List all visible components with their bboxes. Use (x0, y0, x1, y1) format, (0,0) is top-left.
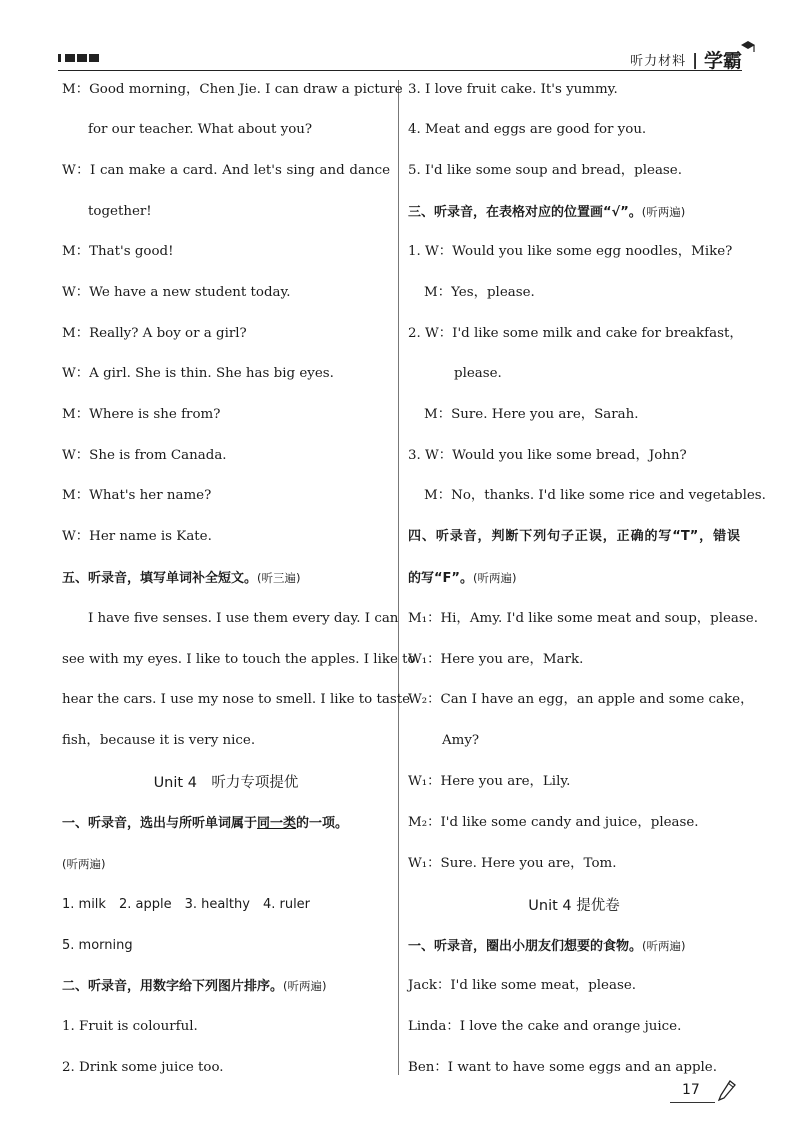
page-footer (670, 1078, 740, 1106)
dialogue-line: W₁：Here you are，Lily. (408, 774, 571, 789)
dialogue-line: M：What's her name? (62, 488, 212, 503)
dialogue-line: W₁：Here you are，Mark. (408, 652, 584, 667)
dialogue-line: M：No，thanks. I'd like some rice and vegetables. (424, 488, 766, 503)
word-list: 1. milk 2. apple 3. healthy 4. ruler (62, 897, 311, 912)
dialogue-line: M：Good morning，Chen Jie. I can draw a picture (62, 82, 403, 97)
graduation-cap-icon (740, 40, 756, 54)
dialogue-line: Ben：I want to have some eggs and an apple. (408, 1060, 717, 1075)
dialogue-line: W₂：Can I have an egg，an apple and some cake， (408, 692, 754, 707)
sentence-line: 1. Fruit is colourful. (62, 1019, 198, 1034)
brand-text: 学霸 (703, 50, 742, 72)
section-heading-4: 四、听录音，判断下列句子正误，正确的写“T”，错误 (408, 529, 740, 544)
dialogue-line: W₁：Sure. Here you are，Tom. (408, 856, 617, 871)
dialogue-line: W：We have a new student today. (62, 285, 291, 300)
sentence-line: 2. Drink some juice too. (62, 1060, 224, 1075)
pencil-icon (718, 1080, 736, 1102)
section-heading-2: 二、听录音，用数字给下列图片排序。(听两遍) (62, 979, 327, 994)
header-right (630, 46, 742, 73)
dialogue-line: 3. W：Would you like some bread，John? (408, 448, 687, 463)
dialogue-line: W：A girl. She is thin. She has big eyes. (62, 366, 334, 381)
sentence-line: 5. I'd like some soup and bread，please. (408, 163, 682, 178)
dialogue-line: please. (454, 366, 502, 381)
dialogue-line: W：I can make a card. And let's sing and dance (62, 163, 390, 178)
dialogue-line: M：Yes，please. (424, 285, 535, 300)
dialogue-line: for our teacher. What about you? (88, 122, 313, 137)
passage-line: I have five senses. I use them every day. I can (88, 611, 399, 626)
passage-line: see with my eyes. I like to touch the apples. I like to (62, 652, 416, 667)
section-label: 听力材料 (630, 54, 687, 69)
underlined-phrase: 同一类 (257, 816, 297, 831)
section-heading-3: 三、听录音，在表格对应的位置画“√”。(听两遍) (408, 205, 686, 220)
dialogue-line: W：Her name is Kate. (62, 529, 212, 544)
sentence-line: 3. I love fruit cake. It's yummy. (408, 82, 618, 97)
dialogue-line: W：She is from Canada. (62, 448, 227, 463)
dialogue-line: Jack：I'd like some meat，please. (408, 978, 637, 993)
dialogue-line: M：That's good! (62, 244, 174, 259)
dialogue-line: Amy? (442, 733, 480, 748)
dialogue-line: Linda：I love the cake and orange juice. (408, 1019, 682, 1034)
footer-rule (670, 1102, 715, 1103)
dialogue-line: M：Where is she from? (62, 407, 221, 422)
section-heading-5: 五、听录音，填写单词补全短文。(听三遍) (62, 571, 301, 586)
header-separator: | (692, 50, 698, 69)
section-heading-1: 一、听录音，选出与所听单词属于同一类的一项。 (62, 816, 349, 831)
dialogue-line: together! (88, 204, 152, 219)
dialogue-line: M：Really? A boy or a girl? (62, 326, 247, 341)
dialogue-line: 1. W：Would you like some egg noodles，Mike? (408, 244, 733, 259)
unit-title: Unit 4 提优卷 (528, 898, 620, 914)
sentence-line: 4. Meat and eggs are good for you. (408, 122, 647, 137)
passage-line: fish，because it is very nice. (62, 733, 256, 748)
dialogue-line: 2. W：I'd like some milk and cake for breakfast， (408, 326, 743, 341)
column-divider (398, 80, 399, 1075)
dialogue-line: M₁：Hi，Amy. I'd like some meat and soup，please. (408, 611, 758, 626)
brand-logo (704, 46, 742, 73)
section-heading-1b: 一、听录音，圈出小朋友们想要的食物。(听两遍) (408, 939, 686, 954)
section-heading-4-cont: 的写“F”。(听两遍) (408, 571, 517, 586)
page-number: 17 (682, 1082, 700, 1098)
word-list: 5. morning (62, 938, 133, 953)
header-marks-icon (58, 54, 99, 62)
page-header (58, 44, 742, 71)
passage-line: hear the cars. I use my nose to smell. I like to taste (62, 692, 411, 707)
dialogue-line: M：Sure. Here you are，Sarah. (424, 407, 639, 422)
section-heading-1-note: (听两遍) (62, 857, 106, 871)
dialogue-line: M₂：I'd like some candy and juice，please. (408, 815, 699, 830)
unit-title: Unit 4 听力专项提优 (153, 775, 299, 791)
